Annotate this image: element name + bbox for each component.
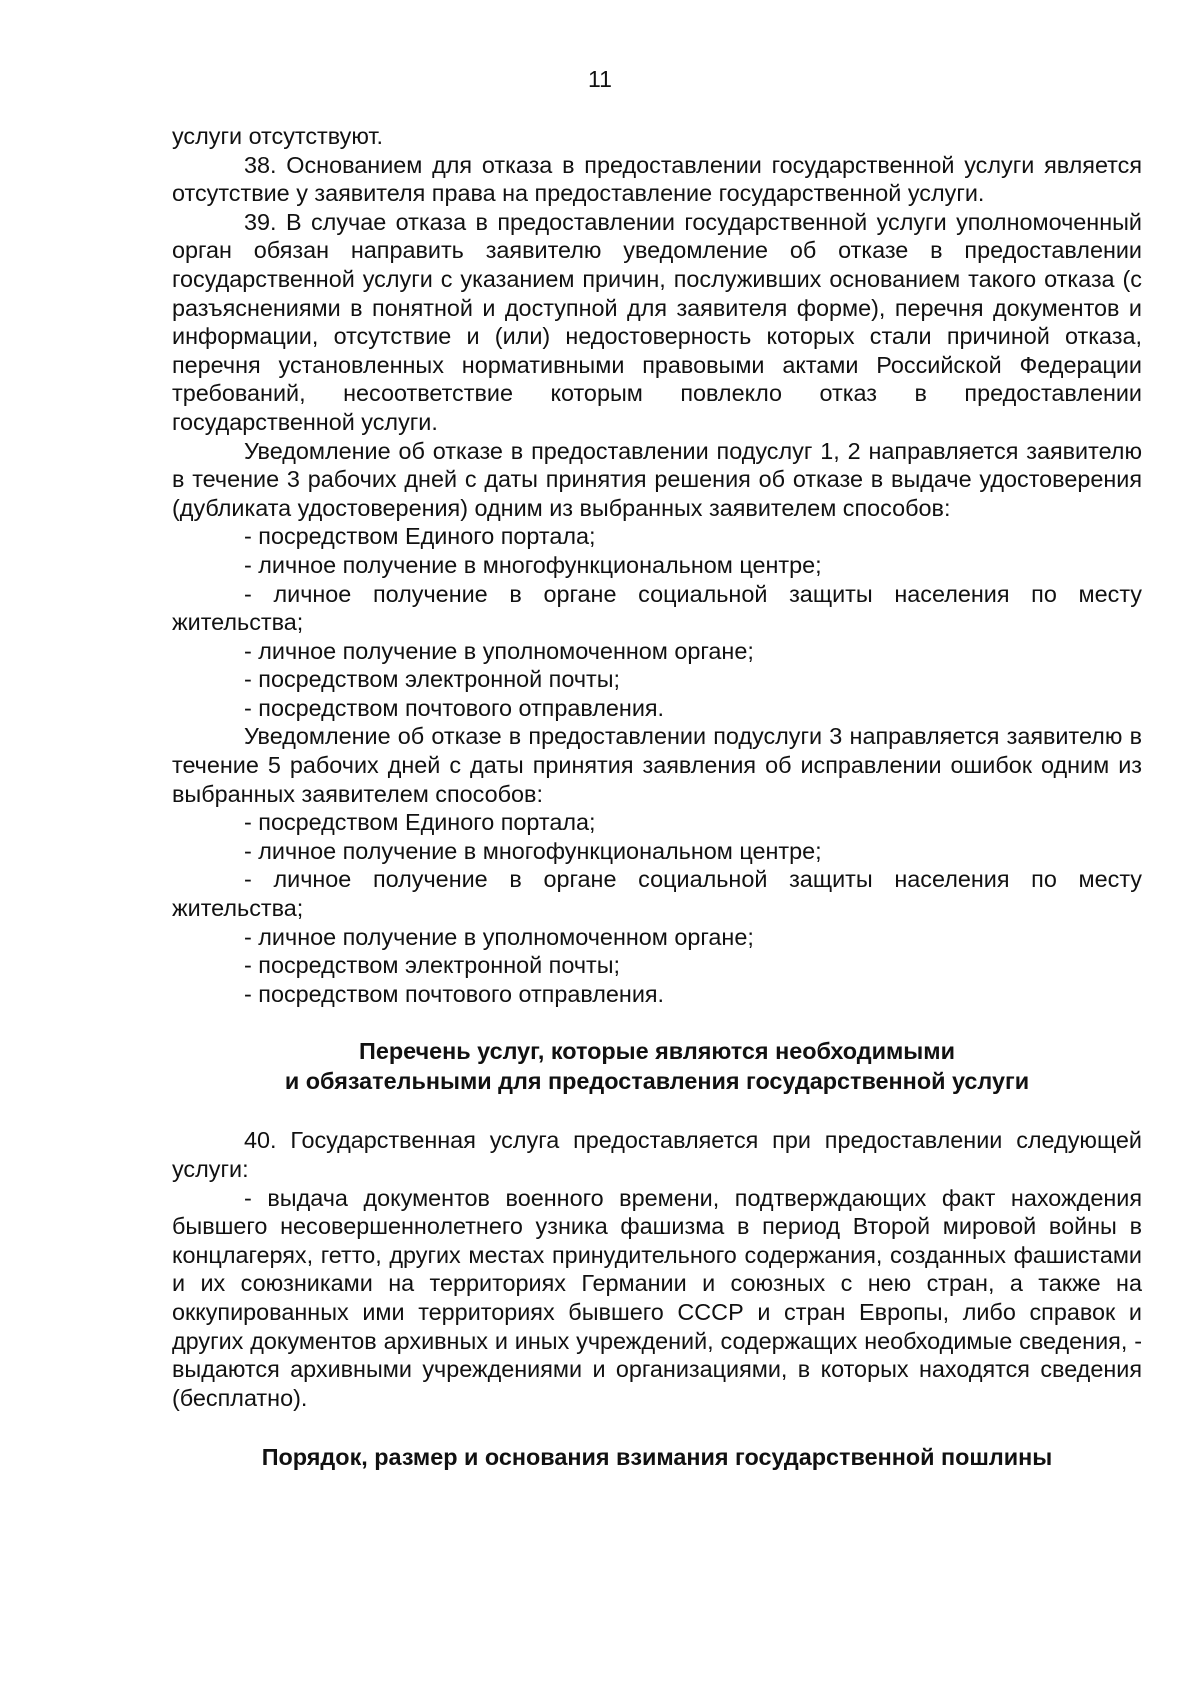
list-item: - личное получение в уполномоченном органе; [244, 923, 754, 950]
paragraph-notice-subservices-1-2: Уведомление об отказе в предоставлении подуслуг 1, 2 направляется заявителю в течение 3 рабочих дней с даты принятия решения об отказе в выдаче удостоверения (дубликата удостоверения) одним из выбранных заявителем способов: [172, 437, 1142, 521]
list-item: - посредством Единого портала; [244, 523, 596, 550]
paragraph-continuation: услуги отсутствуют. [172, 123, 384, 149]
heading-line: Перечень услуг, которые являются необходимыми [359, 1038, 955, 1065]
paragraph-40-item: - выдача документов военного времени, подтверждающих факт нахождения бывшего несовершеннолетнего узника фашизма в период Второй мировой войны в концлагерях, гетто, других местах принудительного содержания, созданных фашистами и их союзниками на территориях Германии и союзных с нею стран, а также на оккупированных ими территориях бывшего СССР и стран Европы, либо справок и других документов архивных и иных учреждений, содержащих необходимые сведения, - выдаются архивными учреждениями и организациями, в которых находятся сведения (бесплатно). [172, 1184, 1142, 1411]
list-item: - личное получение в многофункциональном центре; [244, 837, 822, 864]
section-heading-state-fee: Порядок, размер и основания взимания государственной пошлины [261, 1444, 1053, 1471]
document-body [172, 122, 1142, 1472]
list-item: - посредством Единого портала; [244, 809, 596, 836]
list-item: - личное получение в уполномоченном органе; [244, 637, 754, 664]
paragraph-notice-subservice-3: Уведомление об отказе в предоставлении подуслуги 3 направляется заявителю в течение 5 рабочих дней с даты принятия заявления об исправлении ошибок одним из выбранных заявителем способов: [172, 723, 1142, 807]
heading-line: и обязательными для предоставления государственной услуги [284, 1068, 1030, 1095]
list-item: - личное получение в органе социальной защиты населения по месту жительства; [172, 580, 1142, 636]
delivery-methods-list-1 [172, 522, 1142, 722]
list-item: - личное получение в многофункциональном центре; [244, 551, 822, 578]
list-item: - посредством электронной почты; [244, 666, 621, 693]
paragraph-40: 40. Государственная услуга предоставляется при предоставлении следующей услуги: [172, 1127, 1142, 1182]
paragraph-39: 39. В случае отказа в предоставлении государственной услуги уполномоченный орган обязан направить заявителю уведомление об отказе в предоставлении государственной услуги с указанием причин, послуживших основанием такого отказа (с разъяснениями в понятной и доступной для заявителя форме), перечня документов и информации, отсутствие и (или) недостоверность которых стали причиной отказа, перечня установленных нормативными правовыми актами Российской Федерации требований, несоответствие которым повлекло отказ в предоставлении государственной услуги. [172, 208, 1142, 435]
paragraph-38: 38. Основанием для отказа в предоставлении государственной услуги является отсутствие у заявителя права на предоставление государственной услуги. [172, 151, 1142, 207]
list-item: - личное получение в органе социальной защиты населения по месту жительства; [172, 866, 1142, 922]
list-item: - посредством почтового отправления. [244, 694, 665, 721]
list-item: - посредством почтового отправления. [244, 980, 665, 1007]
section-heading-required-services [172, 1036, 1142, 1096]
list-item: - посредством электронной почты; [244, 952, 621, 979]
page-number: 11 [588, 66, 612, 92]
delivery-methods-list-2 [172, 808, 1142, 1008]
